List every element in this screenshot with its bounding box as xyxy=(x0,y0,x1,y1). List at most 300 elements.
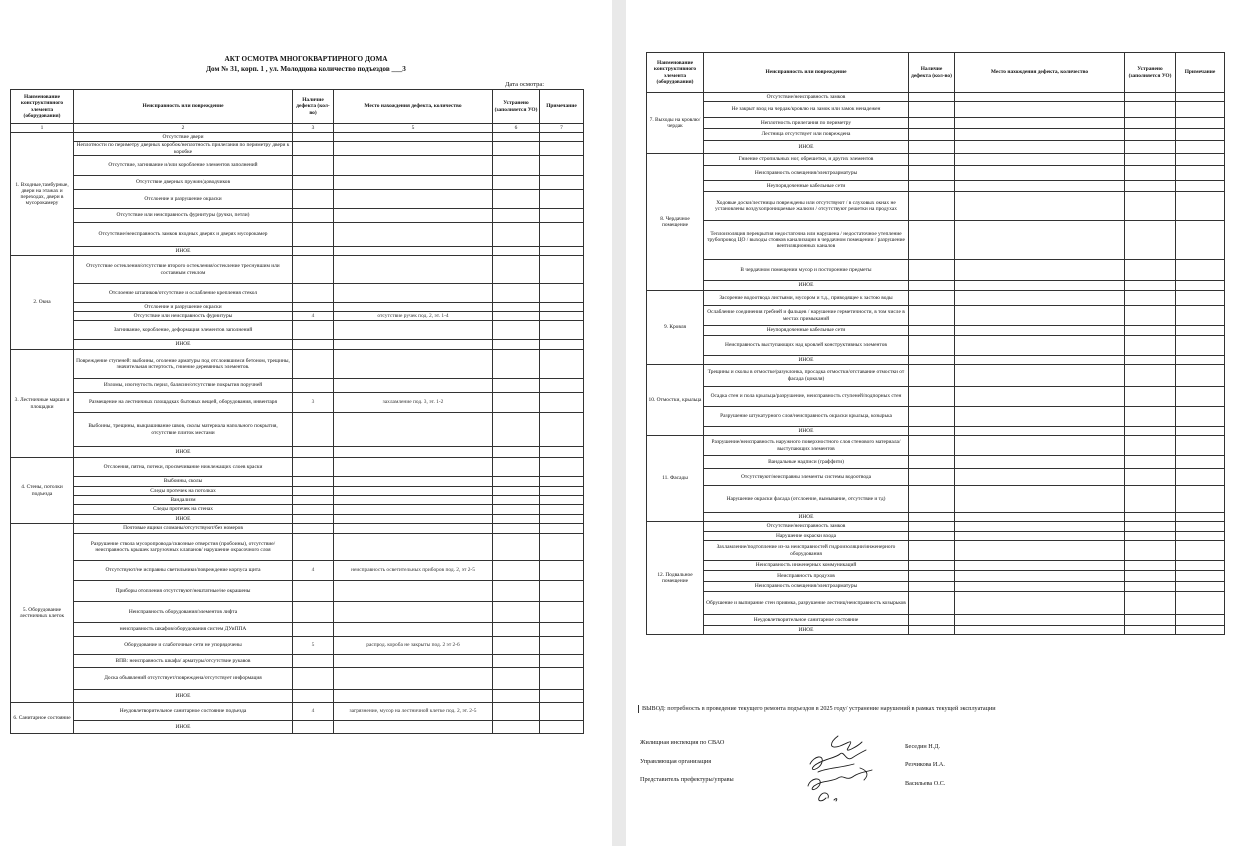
table-row xyxy=(647,141,1225,154)
defect-cell: Отсутствие дверных пружин/доводчиков xyxy=(74,176,293,190)
defect-cell: Почтовые ящики сломаны/отсутствуют/без номеров xyxy=(74,524,293,534)
defect-cell: Неплотность прилегания по периметру xyxy=(704,118,909,129)
fixed-cell xyxy=(493,623,540,637)
note-cell xyxy=(1176,486,1225,513)
note-cell xyxy=(540,447,584,458)
table-row xyxy=(647,221,1225,260)
note-cell xyxy=(540,690,584,703)
table-row xyxy=(11,524,584,534)
note-cell xyxy=(1176,582,1225,592)
table-row xyxy=(647,365,1225,387)
note-cell xyxy=(540,223,584,247)
presence-cell xyxy=(909,592,955,615)
location-cell xyxy=(955,456,1125,469)
header-location: Место нахождения дефекта, количество xyxy=(955,53,1125,93)
table-row xyxy=(11,312,584,321)
defect-cell: Доска объявлений отсутствует/повреждена/отсутствует информация xyxy=(74,668,293,690)
header-defect: Неисправность или повреждение xyxy=(74,90,293,124)
presence-cell xyxy=(909,407,955,427)
defect-cell: Отсутствие или неисправность фурнитуры xyxy=(74,312,293,321)
location-cell: неисправность осветительных приборов под. 2, эт 2-5 xyxy=(334,561,493,581)
fixed-cell xyxy=(1125,166,1176,181)
table-row xyxy=(11,637,584,655)
fixed-cell xyxy=(493,703,540,721)
table-row xyxy=(11,581,584,602)
presence-cell xyxy=(293,477,334,487)
defect-cell: Неисправность оборудования/элементов лифта xyxy=(74,602,293,623)
fixed-cell xyxy=(1125,522,1176,532)
note-cell xyxy=(540,581,584,602)
presence-cell xyxy=(293,209,334,223)
presence-cell xyxy=(909,427,955,436)
fixed-cell xyxy=(1125,582,1176,592)
signature-org: Представитель префектуры/управы xyxy=(640,776,734,783)
presence-cell xyxy=(909,118,955,129)
note-cell xyxy=(540,247,584,256)
location-cell xyxy=(334,496,493,505)
fixed-cell xyxy=(493,247,540,256)
defect-cell: Засорение водоотвода листьями, мусором и т.д., приводящее к застою воды xyxy=(704,291,909,306)
presence-cell xyxy=(909,260,955,281)
presence-cell xyxy=(293,284,334,303)
fixed-cell xyxy=(1125,306,1176,326)
defect-cell: Захламление/подтопление из-за неисправностей гидроизоляции/инженерного оборудования xyxy=(704,541,909,561)
note-cell xyxy=(1176,166,1225,181)
table-row xyxy=(11,721,584,734)
presence-cell xyxy=(293,340,334,350)
location-cell xyxy=(334,690,493,703)
note-cell xyxy=(540,505,584,515)
location-cell: распрод. короба не закрыты под. 2 эт 2-6 xyxy=(334,637,493,655)
defect-cell: Обрушение и выпирание стен приямка, разрушение лестниц/неисправность козырьков xyxy=(704,592,909,615)
presence-cell xyxy=(293,142,334,156)
presence-cell xyxy=(293,668,334,690)
presence-cell xyxy=(909,486,955,513)
note-cell xyxy=(1176,513,1225,522)
inspection-date-label: Дата осмотра: xyxy=(505,81,545,88)
presence-cell xyxy=(909,336,955,356)
defect-cell: Повреждение ступеней: выбоины, оголение арматуры под отслоившимся бетоном, трещины, значительная истертость, гниение деревянных элементов. xyxy=(74,350,293,379)
note-cell xyxy=(540,534,584,561)
location-cell xyxy=(334,223,493,247)
fixed-cell xyxy=(493,477,540,487)
note-cell xyxy=(540,602,584,623)
defect-cell: Лестница отсутствует или повреждена xyxy=(704,129,909,141)
table-row xyxy=(647,387,1225,407)
table-row xyxy=(647,306,1225,326)
header-presence: Наличие дефекта (кол-во) xyxy=(909,53,955,93)
table-row xyxy=(11,413,584,447)
note-cell xyxy=(1176,118,1225,129)
header-row xyxy=(647,53,1225,93)
fixed-cell xyxy=(493,515,540,524)
note-cell xyxy=(1176,260,1225,281)
location-cell xyxy=(334,668,493,690)
location-cell xyxy=(334,447,493,458)
note-cell xyxy=(1176,615,1225,626)
defect-cell: Вандализм xyxy=(74,496,293,505)
defect-cell: Разрушение ствола мусоропровода/сквозные отверстия (пробоины), отсутствие/неисправность крышек загрузочных клапанов/ нарушение окрасочного слоя xyxy=(74,534,293,561)
table-row xyxy=(647,336,1225,356)
note-cell xyxy=(540,256,584,284)
presence-cell xyxy=(909,365,955,387)
defect-cell: Неудовлетворительное санитарное состояние xyxy=(704,615,909,626)
table-row xyxy=(647,356,1225,365)
table-row xyxy=(647,291,1225,306)
fixed-cell xyxy=(493,458,540,477)
note-cell xyxy=(540,156,584,176)
fixed-cell xyxy=(493,303,540,312)
presence-cell xyxy=(293,190,334,209)
presence-cell xyxy=(293,721,334,734)
table-row xyxy=(11,655,584,668)
fixed-cell xyxy=(1125,129,1176,141)
location-cell xyxy=(955,582,1125,592)
defect-cell: Отслоение штапиков/отсутствие и ослабление крепления стекол xyxy=(74,284,293,303)
note-cell xyxy=(540,340,584,350)
location-cell xyxy=(955,181,1125,192)
note-cell xyxy=(1176,387,1225,407)
table-row xyxy=(11,190,584,209)
column-number: 5 xyxy=(334,124,493,133)
table-row xyxy=(647,561,1225,571)
fixed-cell xyxy=(1125,626,1176,635)
table-row xyxy=(11,247,584,256)
note-cell xyxy=(1176,281,1225,291)
section-name: 11. Фасады xyxy=(647,436,704,522)
fixed-cell xyxy=(1125,102,1176,118)
note-cell xyxy=(1176,522,1225,532)
note-cell xyxy=(540,458,584,477)
table-row xyxy=(647,592,1225,615)
table-row xyxy=(11,447,584,458)
presence-cell xyxy=(909,532,955,541)
note-cell xyxy=(1176,192,1225,221)
fixed-cell xyxy=(1125,561,1176,571)
header-note: Примечание xyxy=(540,90,584,124)
table-row xyxy=(11,256,584,284)
table-row xyxy=(11,477,584,487)
note-cell xyxy=(540,655,584,668)
note-cell xyxy=(1176,365,1225,387)
table-row xyxy=(647,582,1225,592)
location-cell xyxy=(334,133,493,142)
note-cell xyxy=(1176,129,1225,141)
fixed-cell xyxy=(1125,336,1176,356)
fixed-cell xyxy=(493,176,540,190)
presence-cell xyxy=(293,133,334,142)
note-cell xyxy=(540,524,584,534)
section-name: 9. Кровля xyxy=(647,291,704,365)
table-body-left xyxy=(11,133,584,734)
presence-cell xyxy=(293,223,334,247)
note-cell xyxy=(1176,436,1225,456)
presence-cell xyxy=(909,154,955,166)
defect-cell: Неупорядоченные кабельные сети xyxy=(704,326,909,336)
fixed-cell xyxy=(1125,436,1176,456)
presence-cell: 4 xyxy=(293,703,334,721)
location-cell: загрязнение, мусор на лестничной клетке под. 2, эт. 2-5 xyxy=(334,703,493,721)
fixed-cell xyxy=(493,256,540,284)
table-row xyxy=(11,534,584,561)
defect-cell: Отсутствуют/не исправны светильники/повреждение корпуса щита xyxy=(74,561,293,581)
fixed-cell xyxy=(493,379,540,393)
note-cell xyxy=(540,133,584,142)
presence-cell xyxy=(293,321,334,340)
table-row xyxy=(11,703,584,721)
fixed-cell xyxy=(493,668,540,690)
defect-cell: Размещение на лестничных площадках бытовых вещей, оборудования, инвентаря xyxy=(74,393,293,413)
signature-stroke xyxy=(832,736,863,750)
fixed-cell xyxy=(493,340,540,350)
location-cell xyxy=(955,336,1125,356)
location-cell xyxy=(334,190,493,209)
location-cell xyxy=(955,615,1125,626)
table-row xyxy=(647,118,1225,129)
note-cell xyxy=(1176,291,1225,306)
note-cell xyxy=(1176,407,1225,427)
presence-cell: 4 xyxy=(293,561,334,581)
fixed-cell xyxy=(1125,541,1176,561)
location-cell xyxy=(334,379,493,393)
fixed-cell xyxy=(493,142,540,156)
location-cell xyxy=(334,350,493,379)
header-defect: Неисправность или повреждение xyxy=(704,53,909,93)
presence-cell xyxy=(909,456,955,469)
fixed-cell xyxy=(1125,118,1176,129)
presence-cell xyxy=(909,626,955,635)
defect-cell: В чердачном помещении мусор и посторонние предметы xyxy=(704,260,909,281)
table-row xyxy=(11,350,584,379)
page-left xyxy=(0,0,612,846)
fixed-cell xyxy=(493,534,540,561)
note-cell xyxy=(1176,456,1225,469)
note-cell xyxy=(1176,561,1225,571)
defect-cell: Отсутствие/неисправность замков xyxy=(704,93,909,102)
defect-cell: Неисправность продухов xyxy=(704,571,909,582)
location-cell xyxy=(955,118,1125,129)
note-cell xyxy=(540,637,584,655)
presence-cell xyxy=(293,515,334,524)
note-cell xyxy=(1176,427,1225,436)
defect-cell: Осадка стен и пола крыльца/разрушение, неисправность ступеней/подпорных стен xyxy=(704,387,909,407)
fixed-cell xyxy=(493,637,540,655)
defect-cell: Неисправность освещения/электроарматуры xyxy=(704,166,909,181)
location-cell xyxy=(334,247,493,256)
note-cell xyxy=(540,350,584,379)
location-cell xyxy=(955,541,1125,561)
section-name: 7. Выходы на кровлю/чердак xyxy=(647,93,704,154)
presence-cell xyxy=(909,615,955,626)
defect-cell: Разрушение/неисправность наружного поверхностного слоя стенового материала/выступающих элементов xyxy=(704,436,909,456)
signature-name: Васильева О.С. xyxy=(905,780,946,787)
location-cell xyxy=(334,458,493,477)
defect-cell: ИНОЕ xyxy=(704,356,909,365)
table-row xyxy=(647,427,1225,436)
signature-stroke xyxy=(818,764,854,772)
note-cell xyxy=(540,477,584,487)
location-cell xyxy=(334,176,493,190)
defect-cell: Неудовлетворительное санитарное состояние подъезда xyxy=(74,703,293,721)
note-cell xyxy=(1176,93,1225,102)
location-cell xyxy=(955,326,1125,336)
defect-cell: ИНОЕ xyxy=(704,427,909,436)
defect-cell: Выбоины, трещины, выкрашивание швов, сколы материала напольного покрытия, отсутствие плиток местами xyxy=(74,413,293,447)
defect-cell: ИНОЕ xyxy=(74,690,293,703)
table-row xyxy=(647,260,1225,281)
fixed-cell xyxy=(493,505,540,515)
defect-cell: Изломы, изогнутость перил, балясин/отсутствие покрытия поручней xyxy=(74,379,293,393)
note-cell xyxy=(1176,469,1225,486)
location-cell xyxy=(955,192,1125,221)
location-cell xyxy=(334,623,493,637)
presence-cell xyxy=(909,291,955,306)
defect-cell: Трещины и сколы в отмостке/разуклонка, просадка отмостки/отставание отмостки от фасада (цоколя) xyxy=(704,365,909,387)
fixed-cell xyxy=(1125,221,1176,260)
fixed-cell xyxy=(1125,387,1176,407)
location-cell xyxy=(955,513,1125,522)
table-row xyxy=(647,486,1225,513)
note-cell xyxy=(540,176,584,190)
fixed-cell xyxy=(493,284,540,303)
section-name: 3. Лестничные марши и площадки xyxy=(11,350,74,458)
location-cell xyxy=(334,581,493,602)
presence-cell xyxy=(293,256,334,284)
defect-cell: Отсутствие/неисправность замков xyxy=(704,522,909,532)
fixed-cell xyxy=(493,393,540,413)
presence-cell xyxy=(293,413,334,447)
note-cell xyxy=(540,721,584,734)
defect-cell: Оборудование и слаботочные сети не упорядочены xyxy=(74,637,293,655)
location-cell xyxy=(955,561,1125,571)
fixed-cell xyxy=(1125,456,1176,469)
note-cell xyxy=(540,487,584,496)
presence-cell xyxy=(293,458,334,477)
presence-cell xyxy=(293,303,334,312)
note-cell xyxy=(1176,326,1225,336)
signature-stroke xyxy=(810,750,866,769)
defect-cell: Отслоение и разрушение окраски xyxy=(74,190,293,209)
presence-cell xyxy=(293,524,334,534)
table-row xyxy=(11,303,584,312)
note-cell xyxy=(540,284,584,303)
defect-cell: Не закрыт вход на чердак/кровлю на замок или замок ненадежен xyxy=(704,102,909,118)
note-cell xyxy=(540,561,584,581)
table-row xyxy=(647,571,1225,582)
note-cell xyxy=(540,379,584,393)
table-row xyxy=(11,561,584,581)
presence-cell xyxy=(293,487,334,496)
table-row xyxy=(647,281,1225,291)
defect-cell: Загнивание, коробление, деформация элементов заполнений xyxy=(74,321,293,340)
location-cell xyxy=(955,407,1125,427)
presence-cell xyxy=(293,176,334,190)
presence-cell xyxy=(909,571,955,582)
note-cell xyxy=(540,393,584,413)
fixed-cell xyxy=(493,156,540,176)
section-name: 10. Отмостки, крыльца xyxy=(647,365,704,436)
fixed-cell xyxy=(493,350,540,379)
note-cell xyxy=(1176,102,1225,118)
section-name: 5. Оборудование лестничных клеток xyxy=(11,524,74,703)
document-title: АКТ ОСМОТРА МНОГОКВАРТИРНОГО ДОМА xyxy=(224,55,388,63)
note-cell xyxy=(1176,181,1225,192)
presence-cell xyxy=(909,141,955,154)
presence-cell xyxy=(293,581,334,602)
fixed-cell xyxy=(1125,427,1176,436)
table-row xyxy=(647,192,1225,221)
defect-cell: ИНОЕ xyxy=(704,141,909,154)
presence-cell xyxy=(293,379,334,393)
presence-cell xyxy=(293,496,334,505)
defect-cell: ВПВ: неисправность шкафа/ арматуры/отсутствие рукавов xyxy=(74,655,293,668)
table-row xyxy=(11,515,584,524)
location-cell xyxy=(955,469,1125,486)
table-row xyxy=(11,496,584,505)
fixed-cell xyxy=(493,321,540,340)
location-cell xyxy=(334,487,493,496)
note-cell xyxy=(540,312,584,321)
location-cell xyxy=(334,505,493,515)
location-cell xyxy=(334,413,493,447)
presence-cell xyxy=(293,156,334,176)
location-cell xyxy=(955,93,1125,102)
fixed-cell xyxy=(493,209,540,223)
defect-cell: Отсутствие/неисправность замков входных дверях и дверях мусорокамер xyxy=(74,223,293,247)
defect-cell: неисправность шкафов/оборудования систем ДУиППА xyxy=(74,623,293,637)
location-cell xyxy=(955,221,1125,260)
presence-cell xyxy=(909,129,955,141)
defect-cell: ИНОЕ xyxy=(704,513,909,522)
defect-cell: Вандальные надписи (граффити) xyxy=(704,456,909,469)
note-cell xyxy=(540,623,584,637)
table-row xyxy=(647,407,1225,427)
table-row xyxy=(647,522,1225,532)
fixed-cell xyxy=(493,561,540,581)
location-cell xyxy=(955,387,1125,407)
signature-stroke xyxy=(819,793,837,801)
note-cell xyxy=(540,190,584,209)
presence-cell xyxy=(909,582,955,592)
presence-cell xyxy=(909,102,955,118)
presence-cell xyxy=(909,541,955,561)
note-cell xyxy=(540,515,584,524)
header-element: Наименование конструктивного элемента (оборудования) xyxy=(11,90,74,124)
table-row xyxy=(11,623,584,637)
table-row xyxy=(11,505,584,515)
defect-cell: ИНОЕ xyxy=(74,515,293,524)
note-cell xyxy=(1176,626,1225,635)
presence-cell xyxy=(909,513,955,522)
table-row xyxy=(11,133,584,142)
fixed-cell xyxy=(493,581,540,602)
location-cell xyxy=(955,592,1125,615)
table-row xyxy=(11,690,584,703)
defect-cell: Теплоизоляция перекрытия недостаточна или нарушена / недостаточное утепление трубопровод ЦО / выходы стояков канализации в чердачном помещении / разрушение вентиляционных каналов xyxy=(704,221,909,260)
defect-cell: ИНОЕ xyxy=(74,340,293,350)
fixed-cell xyxy=(1125,326,1176,336)
note-cell xyxy=(540,703,584,721)
presence-cell xyxy=(909,166,955,181)
note-cell xyxy=(540,321,584,340)
fixed-cell xyxy=(1125,93,1176,102)
header-presence: Наличие дефекта (кол-во) xyxy=(293,90,334,124)
fixed-cell xyxy=(493,721,540,734)
table-row xyxy=(647,513,1225,522)
location-cell xyxy=(334,256,493,284)
note-cell xyxy=(540,303,584,312)
note-cell xyxy=(540,496,584,505)
